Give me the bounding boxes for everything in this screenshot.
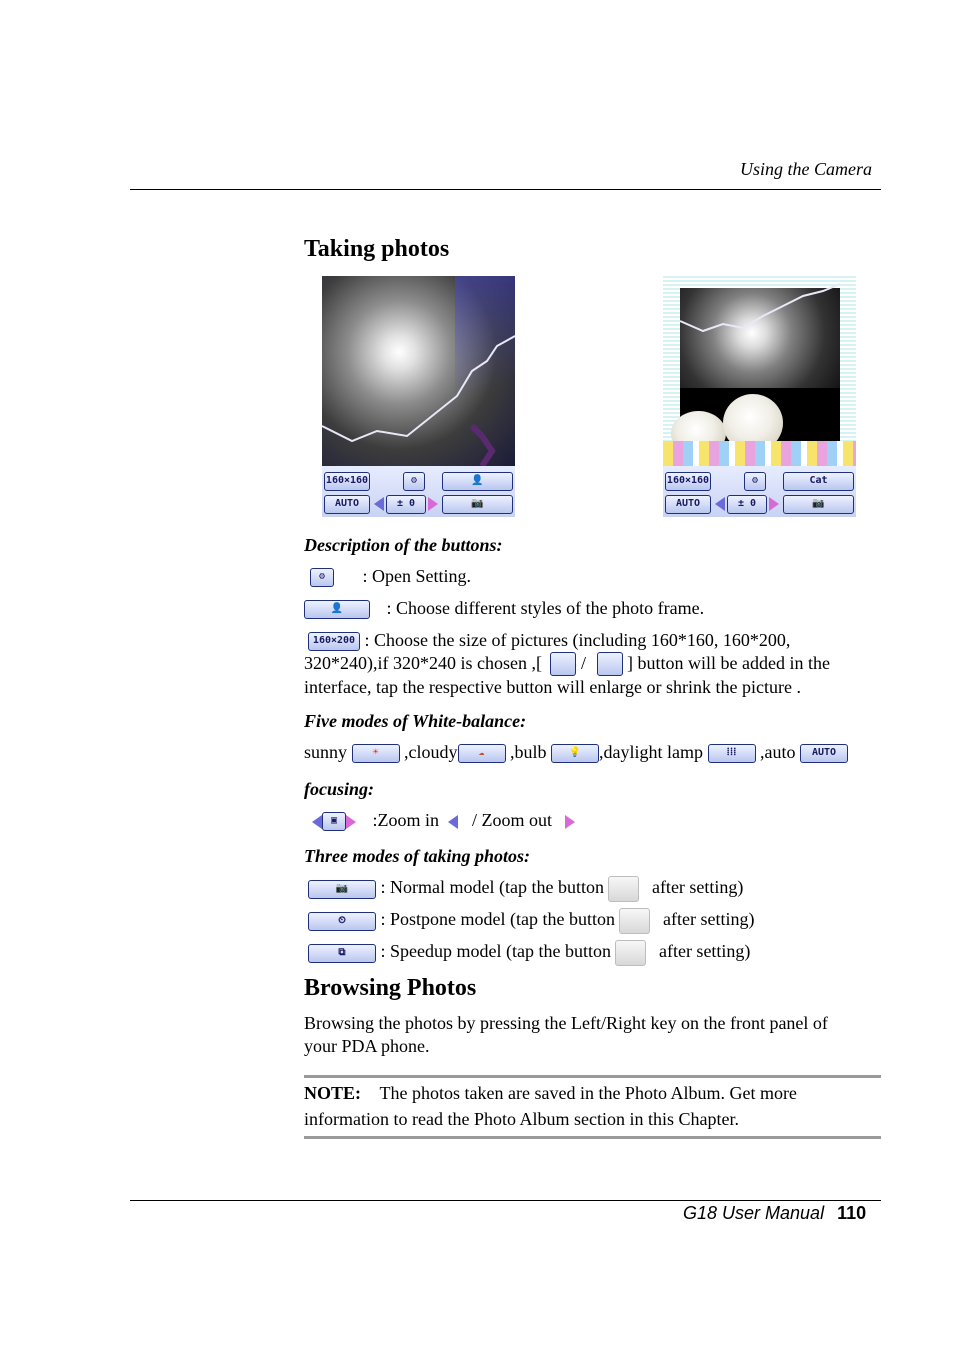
- zoom-in-icon[interactable]: [374, 497, 384, 511]
- shutter-gray-icon: [619, 908, 650, 934]
- setting-button[interactable]: ⚙: [403, 472, 425, 491]
- shutter-button[interactable]: 📷: [442, 495, 513, 514]
- zoom-out-icon[interactable]: [428, 497, 438, 511]
- postpone-mode-row: [308, 908, 754, 934]
- desc-heading: Description of the buttons:: [304, 535, 503, 555]
- setting-icon: ⚙: [310, 568, 334, 587]
- wb-cloudy-label: ,cloudy: [404, 742, 458, 762]
- browsing-line1: Browsing the photos by pressing the Left/Right key on the front panel of: [304, 1013, 828, 1033]
- sun-icon: ☀: [352, 744, 400, 763]
- browsing-line2: your PDA phone.: [304, 1035, 430, 1056]
- wb-auto-button[interactable]: AUTO: [665, 495, 711, 514]
- setting-row: [310, 565, 471, 587]
- frame-button[interactable]: Cat: [783, 472, 854, 491]
- ev-slider[interactable]: ± 0: [386, 495, 426, 514]
- size-desc-line1: : Choose the size of pictures (including 160*160, 160*200,: [364, 630, 791, 650]
- zoom-out-icon[interactable]: [769, 497, 779, 511]
- note-line2: information to read the Photo Album section in this Chapter.: [304, 1109, 739, 1129]
- focus-left-icon: [312, 815, 322, 829]
- note-bottom-rule: [304, 1136, 881, 1139]
- camera-screen-plain: [322, 276, 515, 517]
- page-number: 110: [837, 1203, 867, 1223]
- fluorescent-icon: ⁞⁞⁞: [708, 744, 756, 763]
- control-bar: [322, 466, 515, 517]
- note-text1: The photos taken are saved in the Photo Album. Get more: [379, 1083, 797, 1103]
- size-button[interactable]: 160×160: [665, 472, 711, 491]
- wb-bulb-label: ,bulb: [510, 742, 547, 762]
- camera-screen-framed: [663, 276, 856, 517]
- shutter-button[interactable]: 📷: [783, 495, 854, 514]
- wb-sunny-label: sunny: [304, 742, 348, 762]
- size-desc-line2a: 320*240),if 320*240 is chosen ,[: [304, 652, 542, 673]
- setting-desc: : Open Setting.: [362, 566, 471, 586]
- normal-mode-row: [308, 876, 743, 902]
- size-desc-line3: interface, tap the respective button will enlarge or shrink the picture .: [304, 677, 801, 698]
- normal-mode-after: after setting): [651, 877, 744, 898]
- burst-icon: ⧉: [308, 944, 376, 963]
- footer: [683, 1203, 866, 1224]
- frame-desc: : Choose different styles of the photo frame.: [386, 598, 705, 618]
- footer-rule: [130, 1200, 881, 1201]
- focus-heading: focusing:: [304, 779, 375, 799]
- auto-icon: AUTO: [800, 744, 848, 763]
- modes-heading: Three modes of taking photos:: [304, 846, 531, 866]
- zoom-in-label: :Zoom in: [372, 810, 439, 830]
- size-icon: 160×200: [308, 632, 360, 651]
- wb-auto-label: ,auto: [760, 742, 796, 762]
- browsing-text: [304, 1012, 884, 1057]
- setting-button[interactable]: ⚙: [744, 472, 766, 491]
- wb-row: [304, 741, 848, 763]
- postpone-mode-text: : Postpone model (tap the button: [380, 909, 615, 930]
- camera-icon: 📷: [308, 880, 376, 899]
- speedup-mode-text: : Speedup model (tap the button: [380, 941, 611, 962]
- size-desc-line2b: ] button will be added in the: [627, 652, 830, 673]
- focus-icon: ▣: [322, 812, 346, 831]
- note-line1: [304, 1082, 797, 1104]
- postpone-mode-after: after setting): [662, 909, 755, 930]
- size-desc: [304, 629, 884, 699]
- wb-heading: Five modes of White-balance:: [304, 711, 527, 731]
- bulb-icon: 💡: [551, 744, 599, 763]
- zoom-out-magnifier-icon: [597, 652, 623, 676]
- shutter-gray-icon: [608, 876, 639, 902]
- browsing-title: Browsing Photos: [304, 975, 477, 1001]
- lightning-image: [322, 276, 515, 466]
- control-bar: [663, 466, 856, 517]
- normal-mode-text: : Normal model (tap the button: [380, 877, 604, 898]
- frame-button[interactable]: 👤: [442, 472, 513, 491]
- timer-icon: ⏲: [308, 912, 376, 931]
- wb-daylight-label: ,daylight lamp: [599, 742, 704, 762]
- wb-auto-button[interactable]: AUTO: [324, 495, 370, 514]
- focus-right-icon: [346, 815, 356, 829]
- running-header: Using the Camera: [740, 159, 872, 179]
- zoom-in-arrow-icon: [448, 815, 458, 829]
- ev-slider[interactable]: ± 0: [727, 495, 767, 514]
- note-top-rule: [304, 1075, 881, 1078]
- cloud-icon: ☁: [458, 744, 506, 763]
- section-title: Taking photos: [304, 236, 450, 262]
- zoom-in-magnifier-icon: [550, 652, 576, 676]
- shutter-gray-icon: [615, 940, 646, 966]
- zoom-in-icon[interactable]: [715, 497, 725, 511]
- header-rule: [130, 189, 881, 190]
- frame-icon: 👤: [304, 600, 370, 619]
- footer-manual: G18 User Manual: [683, 1203, 825, 1223]
- speedup-mode-row: [308, 940, 750, 966]
- slash: /: [580, 652, 586, 673]
- size-button[interactable]: 160×160: [324, 472, 370, 491]
- flowers-image: [663, 441, 856, 466]
- focus-row: [312, 809, 575, 831]
- note-label: NOTE:: [304, 1083, 362, 1103]
- speedup-mode-after: after setting): [658, 941, 751, 962]
- zoom-out-label: / Zoom out: [472, 810, 552, 830]
- frame-row: [304, 597, 704, 619]
- zoom-out-arrow-icon: [565, 815, 575, 829]
